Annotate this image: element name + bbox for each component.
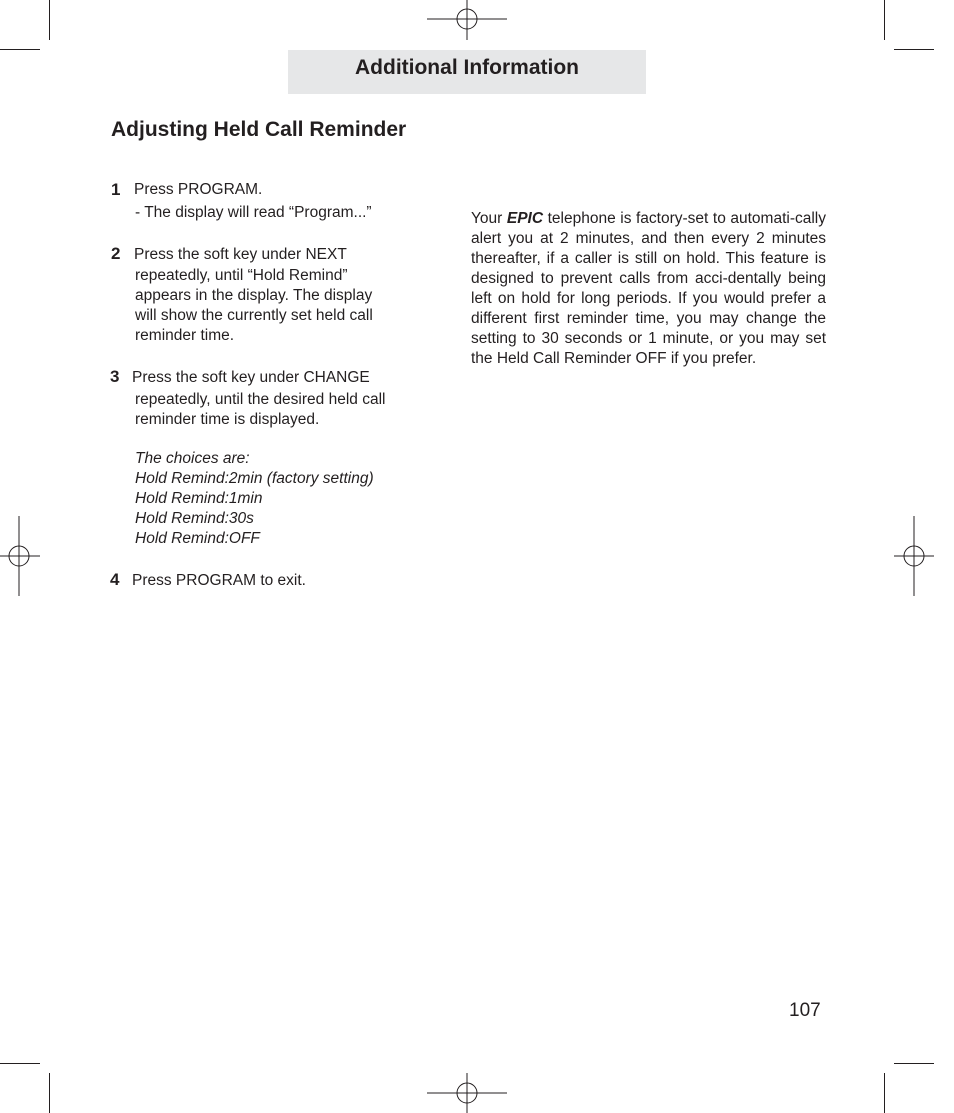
- registration-mark-right: [894, 516, 934, 596]
- step-text: Press the soft key under CHANGE: [132, 369, 370, 386]
- choices-intro: The choices are:: [135, 450, 250, 467]
- step-text: reminder time.: [135, 327, 235, 344]
- step-text: Press PROGRAM.: [134, 181, 263, 198]
- registration-mark-top: [427, 0, 507, 40]
- crop-mark: [884, 0, 885, 40]
- choice-item: Hold Remind:OFF: [135, 530, 260, 547]
- crop-mark: [0, 49, 40, 50]
- crop-mark: [894, 49, 934, 50]
- step-text: Press PROGRAM to exit.: [132, 572, 306, 589]
- choice-item: Hold Remind:1min: [135, 490, 263, 507]
- section-header-title: Additional Information: [355, 56, 579, 79]
- registration-mark-bottom: [427, 1073, 507, 1113]
- step-text: repeatedly, until “Hold Remind”: [135, 267, 348, 284]
- step-number: 3: [110, 367, 120, 386]
- step-text: appears in the display. The display: [135, 287, 373, 304]
- step-text: repeatedly, until the desired held call: [135, 391, 386, 408]
- section-header-banner: [288, 50, 646, 94]
- step-text: Press the soft key under NEXT: [134, 246, 347, 263]
- step-text: reminder time is displayed.: [135, 411, 320, 428]
- step-number: 1: [111, 180, 121, 199]
- info-text: Your: [471, 210, 507, 227]
- step-number: 2: [111, 244, 121, 263]
- page-number: 107: [789, 1000, 821, 1021]
- page-heading: Adjusting Held Call Reminder: [111, 118, 407, 141]
- info-paragraph: [471, 209, 826, 369]
- registration-mark-left: [0, 516, 40, 596]
- crop-mark: [894, 1063, 934, 1064]
- step-text: will show the currently set held call: [135, 307, 373, 324]
- crop-mark: [49, 0, 50, 40]
- step-text: - The display will read “Program...”: [135, 204, 372, 221]
- choice-item: Hold Remind:2min (factory setting): [135, 470, 374, 487]
- info-text: telephone is factory-set to automati-cally alert you at 2 minutes, and then every 2 minutes thereafter, if a caller is still on hold. This feature is designed to prevent calls from acci-dentally being left on hold for long periods. If you would prefer a different first reminder time, you may change the setting to 30 seconds or 1 minute, or you may set the Held Call Reminder OFF if you prefer.: [471, 210, 827, 367]
- choice-item: Hold Remind:30s: [135, 510, 254, 527]
- crop-mark: [0, 1063, 40, 1064]
- brand-name: EPIC: [506, 210, 544, 227]
- crop-mark: [884, 1073, 885, 1113]
- step-number: 4: [110, 570, 120, 589]
- crop-mark: [49, 1073, 50, 1113]
